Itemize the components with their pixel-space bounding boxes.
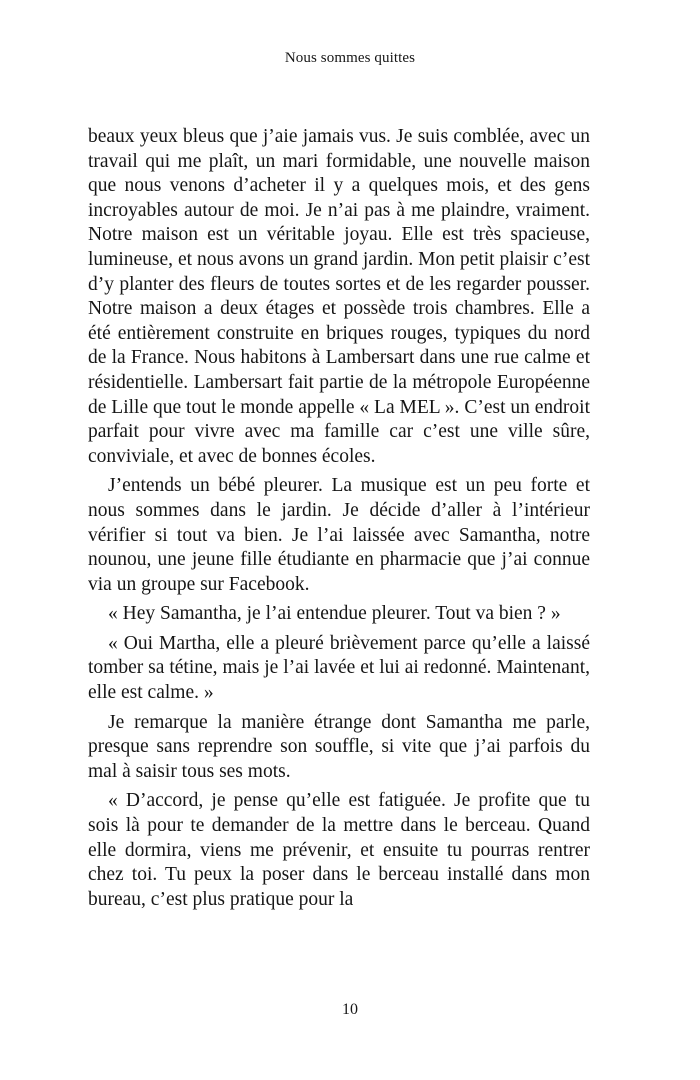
page-number: 10 xyxy=(342,1001,358,1018)
paragraph-1: beaux yeux bleus que j’aie jamais vus. Je suis comblée, avec un travail qui me plaît, un mari formidable, une nouvelle maison que nous venons d’acheter il y a quelques mois, et des gens incroyables autour de moi. Je n’ai pas à me plaindre, vraiment. Notre maison est un véritable joyau. Elle est très spacieuse, lumineuse, et nous avons un grand jardin. Mon petit plaisir c’est d’y planter des fleurs de toutes sortes et de les regarder pousser. Notre maison a deux étages et possède trois chambres. Elle a été entièrement construite en briques rouges, typiques du nord de la France. Nous habitons à Lambersart dans une rue calme et résidentielle. Lambersart fait partie de la métropole Européenne de Lille que tout le monde appelle « La MEL ». C’est un endroit parfait pour vivre avec ma famille car c’est une ville sûre, conviviale, et avec de bonnes écoles. xyxy=(88,126,590,467)
paragraph-6: « D’accord, je pense qu’elle est fatiguée. Je profite que tu sois là pour te demander de la mettre dans le berceau. Quand elle dormira, viens me prévenir, et ensuite tu pourras rentrer chez toi. Tu peux la poser dans le berceau installé dans mon bureau, c’est plus pratique pour la xyxy=(88,790,590,910)
paragraph-3: « Hey Samantha, je l’ai entendue pleurer. Tout va bien ? » xyxy=(108,603,561,625)
body-text xyxy=(88,125,590,917)
paragraph-2: J’entends un bébé pleurer. La musique est un peu forte et nous sommes dans le jardin. Je décide d’aller à l’intérieur vérifier si tout va bien. Je l’ai laissée avec Samantha, notre nounou, une jeune fille étudiante en pharmacie que j’ai connue via un groupe sur Facebook. xyxy=(88,475,590,595)
running-header-title: Nous sommes quittes xyxy=(284,50,416,66)
paragraph-4: « Oui Martha, elle a pleuré brièvement parce qu’elle a laissé tomber sa tétine, mais je l’ai lavée et lui ai redonné. Maintenant, elle est calme. » xyxy=(88,632,590,704)
paragraph-5: Je remarque la manière étrange dont Samantha me parle, presque sans reprendre son souffle, si vite que j’ai parfois du mal à saisir tous ses mots. xyxy=(88,711,590,782)
